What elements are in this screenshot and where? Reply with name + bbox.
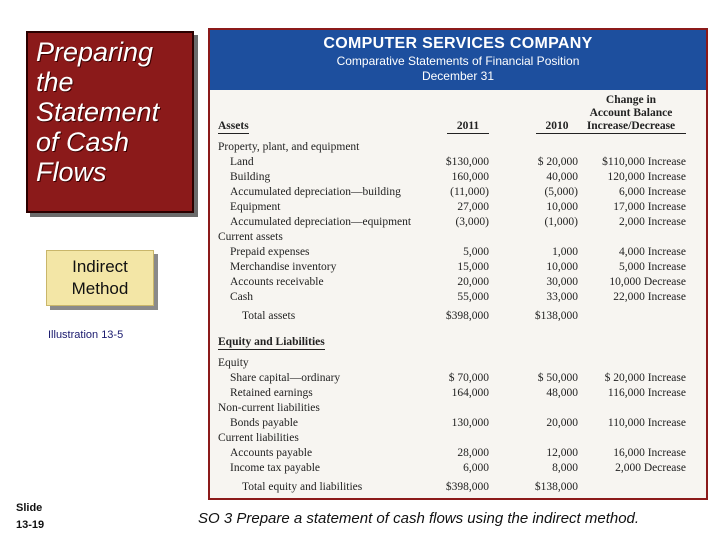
value-2010: 12,000 (546, 447, 578, 459)
statement-row (210, 185, 706, 200)
row-label: Accounts payable (230, 447, 313, 459)
row-label: Property, plant, and equipment (218, 141, 360, 153)
statement-row (210, 309, 706, 324)
method-line: Indirect (72, 257, 128, 276)
value-change: 120,000 Increase (607, 171, 686, 183)
row-label: Equity (218, 357, 249, 369)
value-change: 116,000 Increase (607, 387, 686, 399)
slide-title-line: Statement (36, 97, 160, 127)
value-change: 17,000 Increase (613, 201, 686, 213)
statement-row (210, 290, 706, 305)
value-2011: 28,000 (457, 447, 489, 459)
row-label: Share capital—ordinary (230, 372, 341, 384)
row-label: Income tax payable (230, 462, 321, 474)
statement-row (210, 461, 706, 476)
statement-row (210, 446, 706, 461)
change-column-header (576, 94, 686, 134)
row-label: Merchandise inventory (230, 261, 337, 273)
study-objective-footer: SO 3 Prepare a statement of cash flows using the indirect method. (198, 510, 640, 527)
value-2010: 20,000 (546, 417, 578, 429)
change-header-line: Change in (605, 94, 657, 106)
change-header-line: Increase/Decrease (576, 120, 686, 134)
slide-number (16, 500, 44, 534)
slide-label: Slide (16, 502, 43, 514)
year-2011-header: 2011 (447, 120, 489, 134)
statement-row (210, 170, 706, 185)
row-label: Non-current liabilities (218, 402, 320, 414)
value-change: 110,000 Increase (607, 417, 686, 429)
row-label: Accumulated depreciation—equipment (230, 216, 412, 228)
value-2010: $ 50,000 (537, 372, 578, 384)
statement-row (210, 215, 706, 230)
illustration-label: Illustration 13-5 (48, 329, 124, 341)
row-label: Accumulated depreciation—building (230, 186, 401, 198)
value-2011: $ 70,000 (448, 372, 489, 384)
value-change: 4,000 Increase (618, 246, 686, 258)
statement-row (210, 371, 706, 386)
row-label: Total equity and liabilities (242, 481, 363, 493)
value-2011: 55,000 (457, 291, 489, 303)
value-2011: $398,000 (445, 481, 489, 493)
value-change: $ 20,000 Increase (604, 372, 686, 384)
row-label: Land (230, 156, 254, 168)
value-2010: 8,000 (552, 462, 578, 474)
value-2010: $ 20,000 (537, 156, 578, 168)
value-2011: 27,000 (457, 201, 489, 213)
statement-row (210, 200, 706, 215)
statement-header (210, 30, 706, 90)
row-label: Building (230, 171, 271, 183)
row-label: Prepaid expenses (230, 246, 310, 258)
value-change: 6,000 Increase (618, 186, 686, 198)
statement-table (210, 90, 706, 498)
value-change: 22,000 Increase (613, 291, 686, 303)
statement-row (210, 356, 706, 371)
statement-row (210, 260, 706, 275)
change-header-line: Account Balance (589, 107, 673, 119)
value-2011: 20,000 (457, 276, 489, 288)
slide-title-box (26, 31, 194, 213)
equity-liabilities-header: Equity and Liabilities (218, 336, 325, 348)
value-change: 2,000 Decrease (615, 462, 686, 474)
row-label: Accounts receivable (230, 276, 324, 288)
value-2010: 40,000 (546, 171, 578, 183)
value-2010: 10,000 (546, 201, 578, 213)
method-line: Method (71, 279, 129, 298)
row-label: Retained earnings (230, 387, 313, 399)
slide-page: 13-19 (16, 519, 45, 531)
value-2011: 6,000 (463, 462, 489, 474)
slide-title-line: the (36, 67, 74, 97)
company-name: COMPUTER SERVICES COMPANY (323, 35, 593, 52)
value-2010: $138,000 (534, 481, 578, 493)
value-2011: (11,000) (450, 186, 489, 198)
value-2011: (3,000) (455, 216, 489, 228)
value-change: $110,000 Increase (602, 156, 686, 168)
statement-row (210, 386, 706, 401)
value-2010: 33,000 (546, 291, 578, 303)
slide-title-line: of Cash (36, 127, 130, 157)
statement-row (210, 140, 706, 155)
statement-row (210, 275, 706, 290)
row-label: Equipment (230, 201, 281, 213)
value-2010: 48,000 (546, 387, 578, 399)
value-2010: $138,000 (534, 310, 578, 322)
statement-row (210, 230, 706, 245)
value-2010: (5,000) (544, 186, 578, 198)
assets-header: Assets (218, 120, 249, 132)
value-2010: (1,000) (544, 216, 578, 228)
value-2010: 30,000 (546, 276, 578, 288)
value-2011: 164,000 (451, 387, 489, 399)
statement-row (210, 155, 706, 170)
statement-row (210, 245, 706, 260)
statement-row (210, 431, 706, 446)
statement-date: December 31 (421, 69, 495, 83)
statement-row (210, 416, 706, 431)
value-2011: $130,000 (445, 156, 489, 168)
slide-title-line: Preparing (36, 37, 154, 67)
value-2011: 15,000 (457, 261, 489, 273)
statement-row (210, 401, 706, 416)
row-label: Total assets (242, 310, 296, 322)
row-label: Cash (230, 291, 253, 303)
year-2010-header: 2010 (536, 120, 578, 134)
slide-title-line: Flows (36, 157, 107, 187)
row-label: Current liabilities (218, 432, 299, 444)
value-2011: 5,000 (463, 246, 489, 258)
financial-statement (208, 28, 708, 500)
statement-row (210, 480, 706, 495)
value-2011: 160,000 (451, 171, 489, 183)
method-box (46, 250, 154, 306)
value-change: 10,000 Decrease (609, 276, 686, 288)
value-2011: 130,000 (451, 417, 489, 429)
value-2010: 1,000 (552, 246, 578, 258)
value-2011: $398,000 (445, 310, 489, 322)
value-change: 16,000 Increase (613, 447, 686, 459)
value-change: 5,000 Increase (618, 261, 686, 273)
statement-subtitle: Comparative Statements of Financial Position (336, 54, 580, 68)
row-label: Bonds payable (230, 417, 299, 429)
row-label: Current assets (218, 231, 283, 243)
value-2010: 10,000 (546, 261, 578, 273)
value-change: 2,000 Increase (618, 216, 686, 228)
